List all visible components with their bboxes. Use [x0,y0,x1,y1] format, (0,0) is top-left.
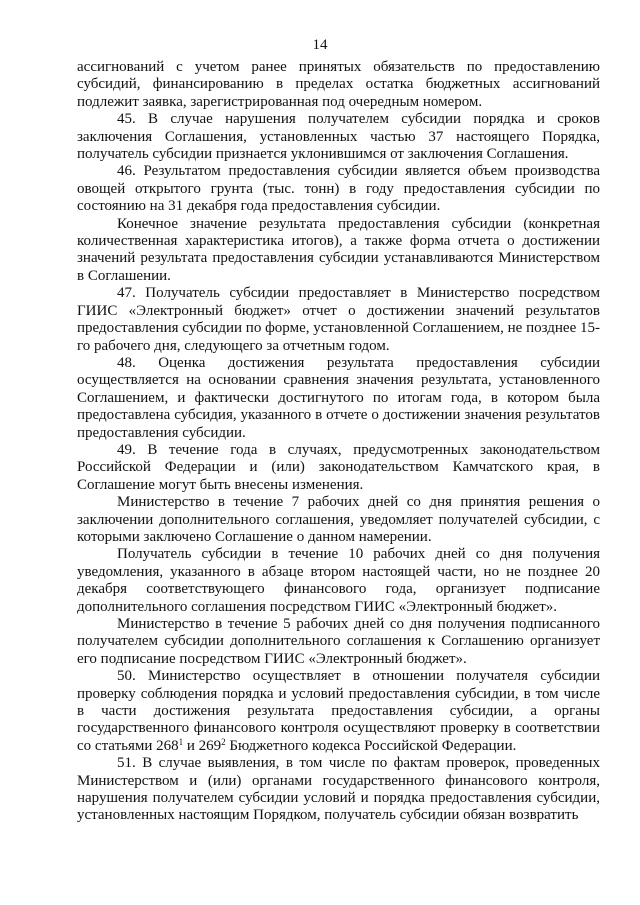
paragraph-51: 51. В случае выявления, в том числе по фактам проверок, проведенных Министерством и (или) органами государственного финансового контроля, нарушения получателем субсидии условий и порядка предоставления субсидии, установленных настоящим Порядком, получатель субсидии обязан возвратить [77,755,600,824]
paragraph-46-final-value: Конечное значение результата предоставления субсидии (конкретная количественная характеристика итогов), а также форма отчета о достижении значений результата предоставления субсидии устанавливаются Министерством в Соглашении. [77,215,600,284]
paragraph-49-ministry-notice: Министерство в течение 7 рабочих дней со дня принятия решения о заключении дополнительного соглашения, уведомляет получателей субсидии, с которыми заключено Соглашение о данном намерении. [77,494,600,545]
paragraph-46: 46. Результатом предоставления субсидии является объем производства овощей открытого грунта (тыс. тонн) в году предоставления субсидии по состоянию на 31 декабря года предоставления субсидии. [77,163,600,215]
paragraph-48: 48. Оценка достижения результата предоставления субсидии осуществляется на основании сравнения значения результата, установленного Соглашением, и фактически достигнутого по итогам года, в котором была предоставлена субсидия, указанного в отчете о достижении значения результатов предоставления субсидии. [77,354,600,441]
paragraph-50 [77,668,600,755]
paragraph-50-text-end: Бюджетного кодекса Российской Федерации. [225,737,517,754]
paragraph-50-text-start: 50. Министерство осуществляет в отношении получателя субсидии проверку соблюдения порядка и условий предоставления субсидии, в том числе в части достижения результата предоставления субсидии, а органы государственного финансового контроля осуществляют проверку в соответствии со статьями 268 [77,668,600,754]
document-body [77,59,600,825]
paragraph-49-ministry-signing: Министерство в течение 5 рабочих дней со дня получения подписанного получателем субсидии дополнительного соглашения к Соглашению организует его подписание посредством ГИИС «Электронный бюджет». [77,616,600,667]
paragraph-49: 49. В течение года в случаях, предусмотренных законодательством Российской Федерации и (или) законодательством Камчатского края, в Соглашение могут быть внесены изменения. [77,441,600,493]
page-number: 14 [312,37,328,53]
paragraph-49-recipient-signing: Получатель субсидии в течение 10 рабочих дней со дня получения уведомления, указанного в абзаце втором настоящей части, но не позднее 20 декабря соответствующего финансового года, организует подписание дополнительного соглашения посредством ГИИС «Электронный бюджет». [77,546,600,615]
paragraph-45: 45. В случае нарушения получателем субсидии порядка и сроков заключения Соглашения, установленных частью 37 настоящего Порядка, получатель субсидии признается уклонившимся от заключения Соглашения. [77,111,600,163]
paragraph-50-text-middle: и 269 [183,737,222,754]
article-superscript-1: 1 [178,736,184,747]
article-superscript-2: 2 [221,736,226,747]
paragraph-47: 47. Получатель субсидии предоставляет в Министерство посредством ГИИС «Электронный бюджет» отчет о достижении значений результатов предоставления субсидии по форме, установленной Соглашением, не позднее 15-го рабочего дня, следующего за отчетным годом. [77,285,600,354]
paragraph-continuation: ассигнований с учетом ранее принятых обязательств по предоставлению субсидий, финансированию в пределах остатка бюджетных ассигнований подлежит заявка, зарегистрированная под очередным номером. [77,59,600,110]
